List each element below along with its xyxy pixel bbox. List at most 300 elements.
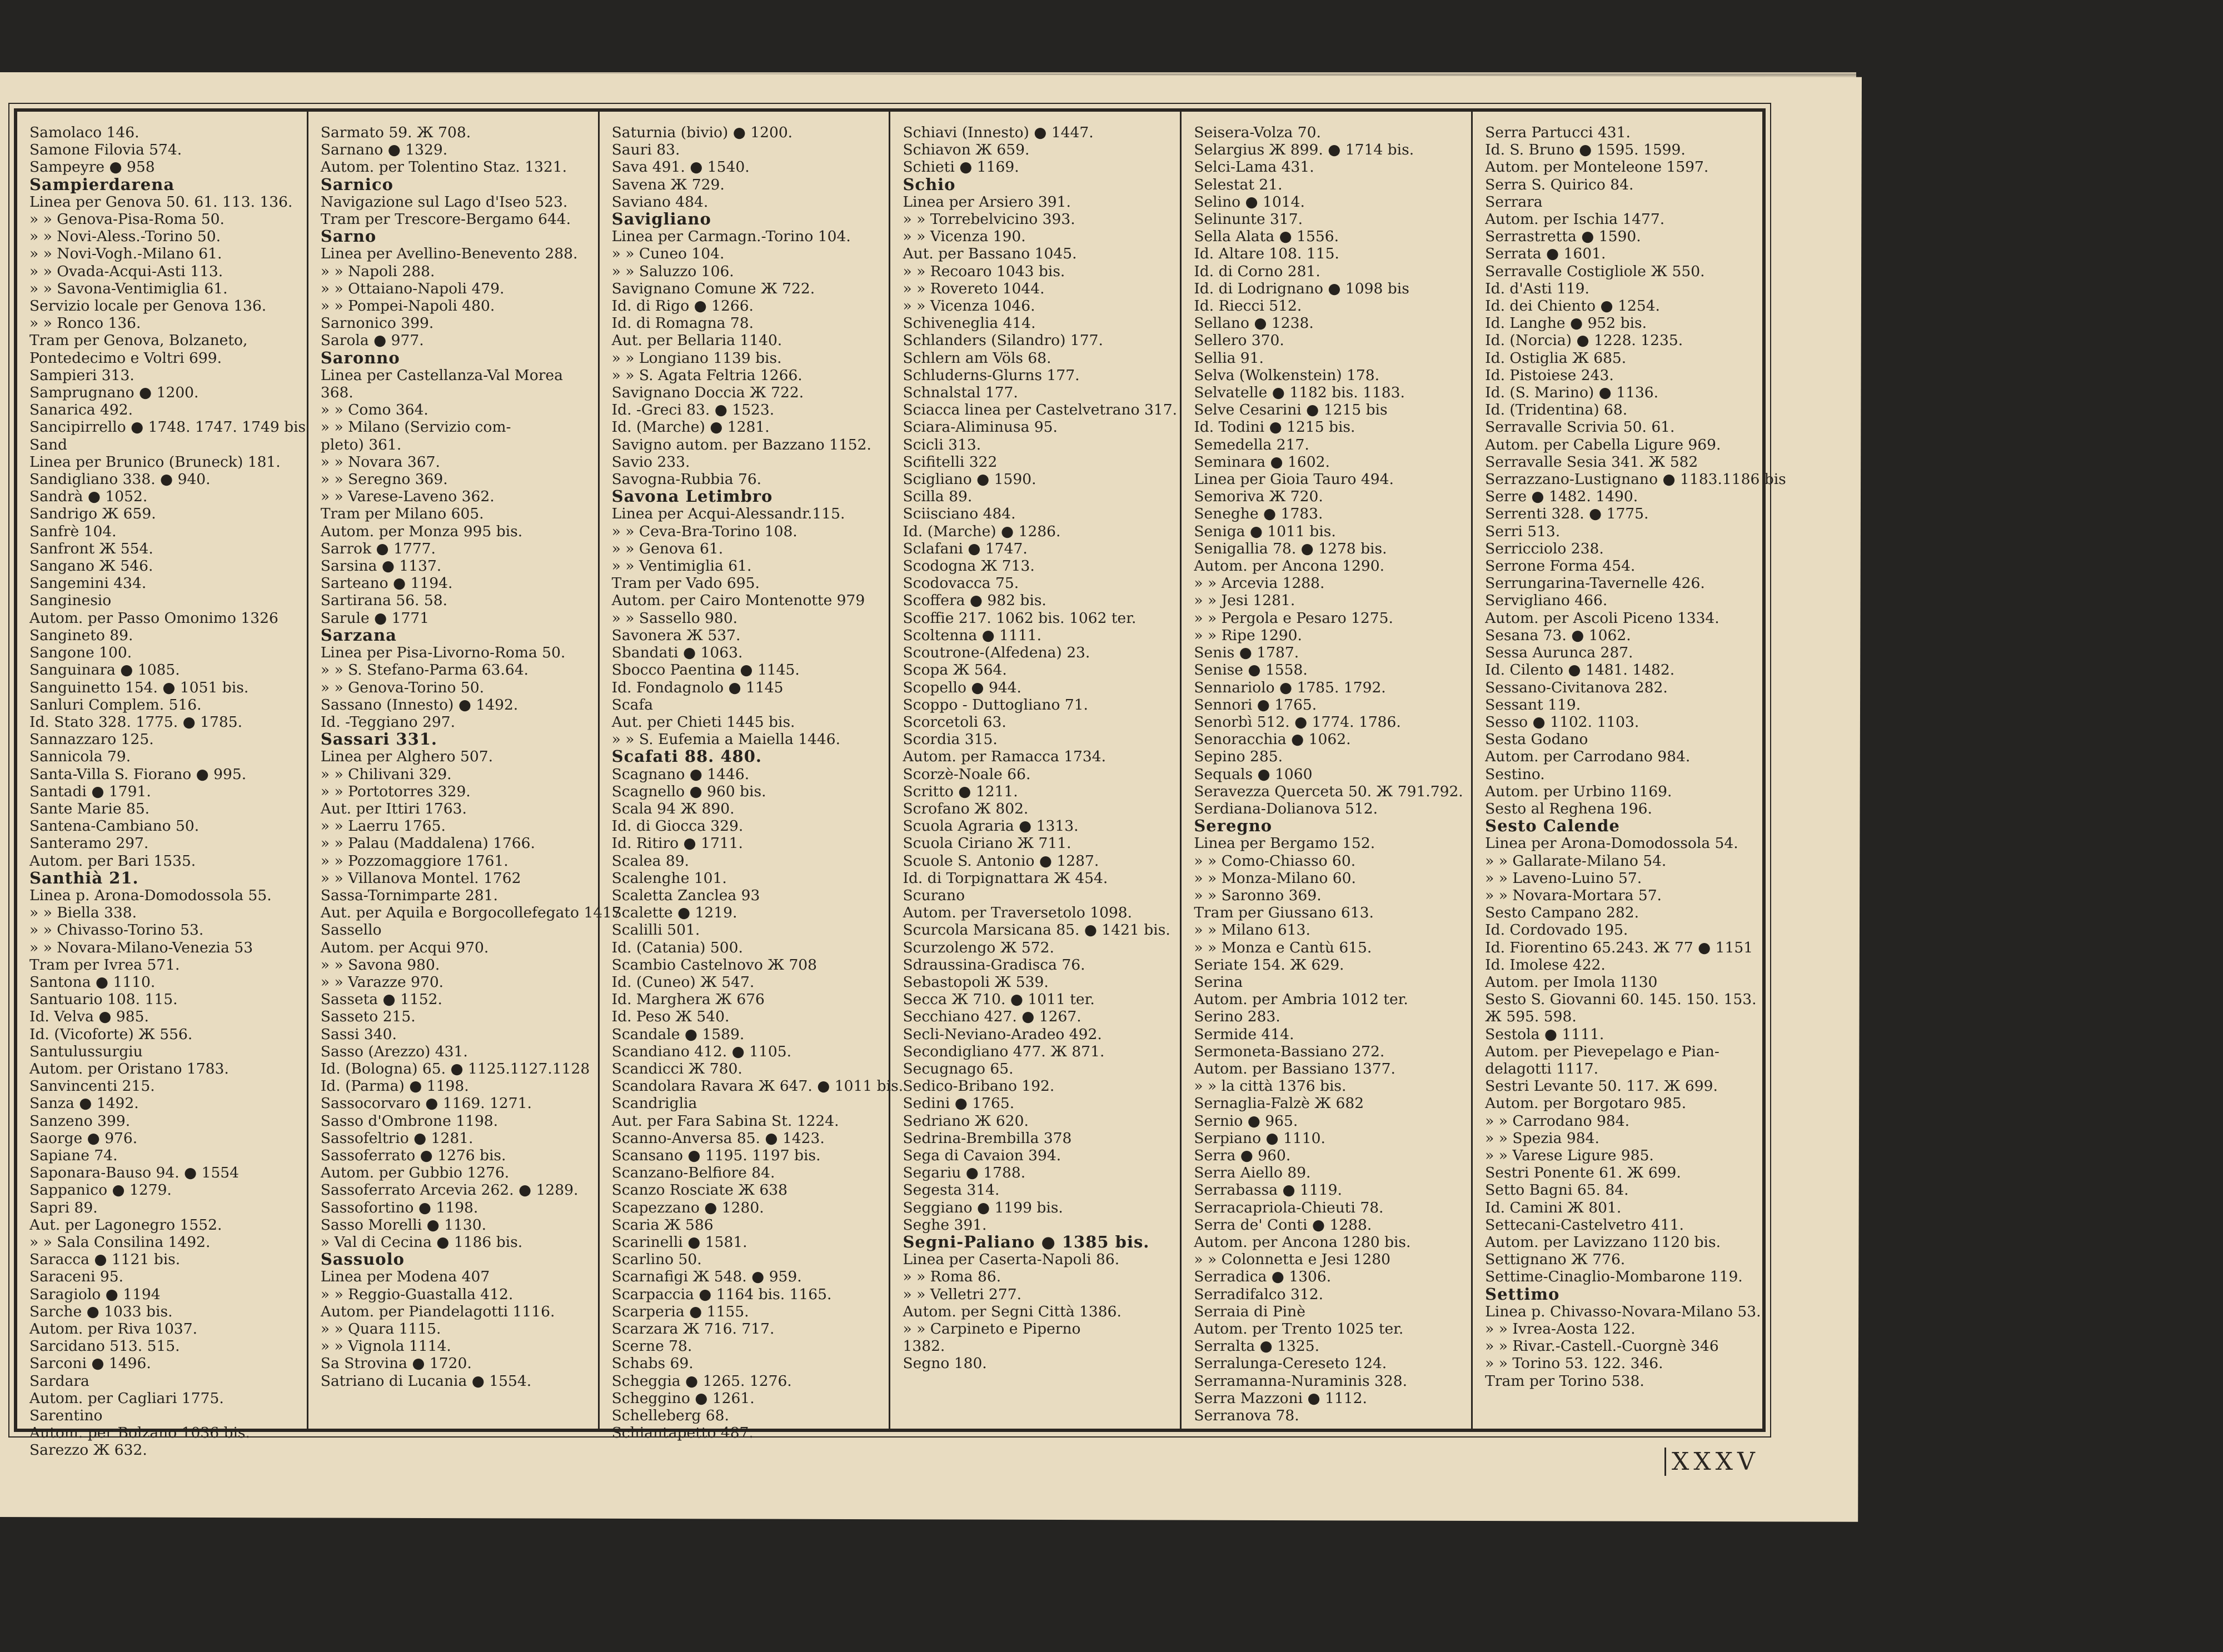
index-entry: 1382. (903, 1337, 945, 1355)
index-entry: Scarnafigi Ж 548. ● 959. (611, 1268, 802, 1286)
index-entry: Selva (Wolkenstein) 178. (1194, 366, 1380, 384)
index-entry: Settime-Cinaglio-Mombarone 119. (1485, 1268, 1743, 1286)
index-entry: Sanvincenti 215. (29, 1077, 155, 1095)
index-entry: Serricciolo 238. (1485, 540, 1604, 557)
index-entry: Serralta ● 1325. (1194, 1337, 1320, 1355)
index-entry: Id. di Lodrignano ● 1098 bis (1194, 280, 1409, 297)
index-entry: Sand (29, 436, 67, 453)
index-entry: Scrofano Ж 802. (903, 800, 1029, 817)
index-entry: Scicli 313. (903, 436, 981, 453)
index-entry: » » Ottaiano-Napoli 479. (320, 280, 505, 297)
index-entry: Sarola ● 977. (320, 332, 424, 350)
index-entry: » » Chilivani 329. (320, 765, 452, 783)
index-entry: Linea per Pisa-Livorno-Roma 50. (320, 644, 566, 662)
index-entry: Serrara (1485, 193, 1543, 211)
index-entry: Seriate 154. Ж 629. (1194, 956, 1344, 974)
index-heading: Seregno (1194, 816, 1273, 836)
index-entry: Sennariolo ● 1785. 1792. (1194, 678, 1386, 696)
index-entry: Linea per Alghero 507. (320, 748, 493, 766)
index-entry: Serravalle Scrivia 50. 61. (1485, 418, 1675, 436)
index-heading: Savona Letimbro (611, 487, 773, 506)
index-entry: Serravalle Sesia 341. Ж 582 (1485, 453, 1698, 471)
index-entry: Linea per Arsiero 391. (903, 193, 1071, 211)
index-entry: Serra ● 960. (1194, 1146, 1291, 1164)
index-entry: Linea per Gioia Tauro 494. (1194, 471, 1394, 488)
index-entry: Serra Aiello 89. (1194, 1164, 1311, 1182)
index-entry: » » Savona-Ventimiglia 61. (29, 280, 228, 297)
index-entry: Sassofeltrio ● 1281. (320, 1129, 473, 1147)
index-entry: Serdiana-Dolianova 512. (1194, 800, 1378, 817)
index-entry: Aut. per Bellaria 1140. (611, 332, 782, 350)
index-entry: Id. Fiorentino 65.243. Ж 77 ● 1151 (1485, 939, 1753, 956)
index-entry: Selargius Ж 899. ● 1714 bis. (1194, 141, 1414, 159)
index-entry: Autom. per Ascoli Piceno 1334. (1485, 609, 1719, 627)
index-entry: Servizio locale per Genova 136. (29, 297, 267, 315)
index-entry: Linea per Castellanza-Val Morea (320, 366, 563, 384)
index-entry: Autom. per Ancona 1280 bis. (1194, 1234, 1411, 1251)
index-entry: Sbandati ● 1063. (611, 644, 743, 662)
index-entry: Sandigliano 338. ● 940. (29, 471, 211, 488)
index-entry: Id. Ostiglia Ж 685. (1485, 349, 1627, 367)
index-entry: Serra Partucci 431. (1485, 124, 1631, 141)
index-entry: Sepino 285. (1194, 748, 1283, 766)
index-entry: Sciisciano 484. (903, 505, 1016, 523)
index-entry: Id. Marghera Ж 676 (611, 991, 765, 1009)
index-entry: Id. Todini ● 1215 bis. (1194, 418, 1355, 436)
index-entry: Id. (Bologna) 65. ● 1125.1127.1128 (320, 1060, 590, 1077)
index-entry: Scalea 89. (611, 852, 689, 870)
index-entry: » » Arcevia 1288. (1194, 575, 1325, 592)
index-entry: Settecani-Castelvetro 411. (1485, 1216, 1684, 1234)
index-column-1 (17, 112, 308, 1459)
index-entry: » » Sala Consilina 1492. (29, 1234, 211, 1251)
index-entry: Sasso d'Ombrone 1198. (320, 1112, 499, 1130)
index-entry: Sedriano Ж 620. (903, 1112, 1029, 1130)
index-entry: Serrungarina-Tavernelle 426. (1485, 575, 1705, 592)
index-entry: Serradica ● 1306. (1194, 1268, 1332, 1286)
index-entry: Seghe 391. (903, 1216, 987, 1234)
index-entry: Savio 233. (611, 453, 690, 471)
index-entry: » » Spezia 984. (1485, 1129, 1599, 1147)
index-entry: Scoltenna ● 1111. (903, 626, 1042, 644)
index-entry: Scarzara Ж 716. 717. (611, 1320, 775, 1338)
index-entry: Scafa (611, 696, 654, 713)
index-entry: Senorbì 512. ● 1774. 1786. (1194, 713, 1401, 731)
index-entry: Autom. per Pievepelago e Pian- (1485, 1042, 1719, 1060)
index-entry: » » Recoaro 1043 bis. (903, 262, 1065, 280)
index-entry: Sermide 414. (1194, 1025, 1294, 1043)
index-entry: Schnalstal 177. (903, 384, 1018, 402)
index-entry: Sa Strovina ● 1720. (320, 1355, 472, 1372)
index-entry: Sdraussina-Gradisca 76. (903, 956, 1085, 974)
index-entry: Sellano ● 1238. (1194, 315, 1314, 332)
index-entry: Sedrina-Brembilla 378 (903, 1129, 1072, 1147)
index-entry: Id. Velva ● 985. (29, 1008, 149, 1026)
index-entry: Aut. per Bassano 1045. (903, 245, 1077, 263)
index-entry: Id. di Rigo ● 1266. (611, 297, 754, 315)
index-entry: Sbocco Paentina ● 1145. (611, 661, 800, 679)
index-heading: Schio (903, 174, 956, 194)
index-entry: Autom. per Passo Omonimo 1326 (29, 609, 278, 627)
index-entry: Scopello ● 944. (903, 678, 1021, 696)
index-entry: Scilla 89. (903, 488, 973, 506)
index-entry: Sessano-Civitanova 282. (1485, 678, 1668, 696)
index-entry: Id. (Catania) 500. (611, 939, 743, 956)
index-entry: Ж 595. 598. (1485, 1008, 1577, 1026)
index-entry: Senigallia 78. ● 1278 bis. (1194, 540, 1387, 557)
index-heading: Sampierdarena (29, 174, 175, 194)
index-entry: Sarteano ● 1194. (320, 575, 453, 592)
index-entry: Sassofortino ● 1198. (320, 1199, 479, 1216)
index-entry: Id. (Marche) ● 1286. (903, 522, 1061, 540)
index-entry: Scritto ● 1211. (903, 782, 1018, 800)
index-entry: » » Velletri 277. (903, 1285, 1021, 1303)
index-entry: Autom. per Ambria 1012 ter. (1194, 991, 1408, 1009)
index-column-2 (308, 112, 621, 1429)
index-entry: Sapri 89. (29, 1199, 98, 1216)
index-entry: Schieti ● 1169. (903, 158, 1019, 176)
index-entry: Sellero 370. (1194, 332, 1284, 350)
index-entry: Seravezza Querceta 50. Ж 791.792. (1194, 782, 1463, 800)
index-entry: Aut. per Ittiri 1763. (320, 800, 467, 817)
index-entry: Scoffera ● 982 bis. (903, 592, 1046, 610)
index-heading: Santhià 21. (29, 868, 139, 887)
index-entry: Sanluri Complem. 516. (29, 696, 202, 713)
page-number: XXXV (1664, 1448, 1760, 1476)
index-entry: Sarule ● 1771 (320, 609, 430, 627)
index-entry: Satriano di Lucania ● 1554. (320, 1372, 532, 1390)
index-entry: Scanzano-Belfiore 84. (611, 1164, 775, 1182)
index-entry: Secondigliano 477. Ж 871. (903, 1042, 1105, 1060)
index-entry: » » Milano 613. (1194, 921, 1310, 939)
index-entry: Sarmato 59. Ж 708. (320, 124, 471, 141)
index-entry: Sangemini 434. (29, 575, 147, 592)
index-entry: Selestat 21. (1194, 176, 1283, 193)
index-entry: Autom. per Borgotaro 985. (1485, 1095, 1687, 1112)
index-entry: Scala 94 Ж 890. (611, 800, 735, 817)
index-entry: Selve Cesarini ● 1215 bis (1194, 401, 1388, 419)
index-heading: Sesto Calende (1485, 816, 1620, 836)
index-entry: Serino 283. (1194, 1008, 1280, 1026)
index-entry: Autom. per Monteleone 1597. (1485, 158, 1709, 176)
index-entry: » » Torrebelvicino 393. (903, 211, 1075, 228)
index-entry: Sermoneta-Bassiano 272. (1194, 1042, 1385, 1060)
index-entry: » » Varazze 970. (320, 973, 444, 991)
index-entry: Tram per Trescore-Bergamo 644. (320, 211, 571, 228)
index-entry: Autom. per Ischia 1477. (1485, 211, 1665, 228)
index-entry: Senise ● 1558. (1194, 661, 1308, 679)
index-entry: » » S. Stefano-Parma 63.64. (320, 661, 529, 679)
index-entry: Id. S. Bruno ● 1595. 1599. (1485, 141, 1686, 159)
index-entry: Sarnonico 399. (320, 315, 434, 332)
index-entry: Sessant 119. (1485, 696, 1581, 713)
index-entry: » » Saronno 369. (1194, 886, 1322, 904)
index-entry: Id. (Norcia) ● 1228. 1235. (1485, 332, 1683, 350)
index-entry: Seneghe ● 1783. (1194, 505, 1323, 523)
index-entry: Schiantapetto 487. (611, 1424, 754, 1442)
index-entry: Autom. per Oristano 1783. (29, 1060, 229, 1077)
index-entry: Scanzo Rosciate Ж 638 (611, 1181, 788, 1199)
index-entry: Samone Filovia 574. (29, 141, 182, 159)
index-entry: » » Ripe 1290. (1194, 626, 1302, 644)
index-entry: Id. di Giocca 329. (611, 817, 744, 835)
index-entry: Scheggino ● 1261. (611, 1389, 755, 1407)
index-entry: Serrata ● 1601. (1485, 245, 1606, 263)
index-entry: Scuole S. Antonio ● 1287. (903, 852, 1099, 870)
index-entry: Id. Peso Ж 540. (611, 1008, 730, 1026)
index-entry: Savonera Ж 537. (611, 626, 741, 644)
index-entry: » » Monza e Cantù 615. (1194, 939, 1372, 956)
index-entry: » » Vignola 1114. (320, 1337, 451, 1355)
index-entry: Sequals ● 1060 (1194, 765, 1313, 783)
index-entry: Scagnano ● 1446. (611, 765, 750, 783)
index-entry: Serrabassa ● 1119. (1194, 1181, 1342, 1199)
index-entry: Schiavon Ж 659. (903, 141, 1030, 159)
index-entry: pleto) 361. (320, 436, 402, 453)
index-entry: Scandiano 412. ● 1105. (611, 1042, 792, 1060)
index-entry: » » S. Agata Feltria 1266. (611, 366, 803, 384)
index-entry: Savignano Doccia Ж 722. (611, 384, 804, 402)
index-entry: Sanfrè 104. (29, 522, 117, 540)
index-entry: » » Jesi 1281. (1194, 592, 1295, 610)
index-heading: Sassari 331. (320, 730, 438, 749)
index-entry: 368. (320, 384, 353, 402)
index-entry: Scoutrone-(Alfedena) 23. (903, 644, 1090, 662)
index-entry: » » Ivrea-Aosta 122. (1485, 1320, 1636, 1338)
index-entry: Serrone Forma 454. (1485, 557, 1636, 575)
index-entry: Sampieri 313. (29, 366, 134, 384)
index-entry: Aut. per Fara Sabina St. 1224. (611, 1112, 839, 1130)
index-entry: » » Biella 338. (29, 904, 137, 922)
index-entry: Scurano (903, 886, 965, 904)
index-entry: » » Genova 61. (611, 540, 724, 557)
index-entry: Autom. per Tolentino Staz. 1321. (320, 158, 567, 176)
index-entry: Schiveneglia 414. (903, 315, 1036, 332)
index-entry: Sesana 73. ● 1062. (1485, 626, 1631, 644)
index-entry: Scalenghe 101. (611, 869, 727, 887)
index-entry: Id. (Vicoforte) Ж 556. (29, 1025, 193, 1043)
index-entry: » » Ceva-Bra-Torino 108. (611, 522, 798, 540)
index-entry: » » Villanova Montel. 1762 (320, 869, 521, 887)
index-entry: Sasseta ● 1152. (320, 991, 442, 1009)
index-heading: Sarzana (320, 625, 397, 645)
index-entry: » » Como-Chiasso 60. (1194, 852, 1356, 870)
index-entry: » » Palau (Maddalena) 1766. (320, 835, 535, 852)
index-entry: Sassa-Tornimparte 281. (320, 886, 498, 904)
index-entry: Linea p. Chivasso-Novara-Milano 53. (1485, 1302, 1761, 1320)
index-entry: Autom. per Ancona 1290. (1194, 557, 1384, 575)
index-entry: » » Saluzzo 106. (611, 262, 734, 280)
index-entry: Seggiano ● 1199 bis. (903, 1199, 1063, 1216)
index-entry: Tram per Milano 605. (320, 505, 484, 523)
index-entry: Sclafani ● 1747. (903, 540, 1028, 557)
index-entry: Serra Mazzoni ● 1112. (1194, 1389, 1367, 1407)
index-entry: Autom. per Bari 1535. (29, 852, 196, 870)
index-entry: Sasso Morelli ● 1130. (320, 1216, 487, 1234)
index-entry: Id. (Tridentina) 68. (1485, 401, 1628, 419)
index-entry: Sebastopoli Ж 539. (903, 973, 1049, 991)
index-entry: Id. Riecci 512. (1194, 297, 1302, 315)
index-entry: Selci-Lama 431. (1194, 158, 1314, 176)
index-entry: Savena Ж 729. (611, 176, 725, 193)
index-entry: Sangone 100. (29, 644, 132, 662)
index-entry: Scoppo - Duttogliano 71. (903, 696, 1088, 713)
index-entry: Aut. per Aquila e Borgocollefegato 1417 (320, 904, 621, 922)
index-entry: Sennori ● 1765. (1194, 696, 1317, 713)
index-entry: » » Ovada-Acqui-Asti 113. (29, 262, 223, 280)
index-entry: Sassi 340. (320, 1025, 397, 1043)
index-entry: Sassano (Innesto) ● 1492. (320, 696, 519, 713)
index-entry: Samprugnano ● 1200. (29, 384, 199, 402)
index-heading: Sassuolo (320, 1250, 405, 1269)
index-entry: Id. -Teggiano 297. (320, 713, 456, 731)
index-entry: Id. dei Chiento ● 1254. (1485, 297, 1660, 315)
index-entry: Autom. per Gubbio 1276. (320, 1164, 510, 1182)
index-entry: » » la città 1376 bis. (1194, 1077, 1347, 1095)
index-heading: Settimo (1485, 1284, 1560, 1304)
index-entry: Sernio ● 965. (1194, 1112, 1298, 1130)
index-entry: Scarperia ● 1155. (611, 1302, 749, 1320)
index-entry: Selvatelle ● 1182 bis. 1183. (1194, 384, 1405, 402)
index-entry: Autom. per Acqui 970. (320, 939, 489, 956)
index-entry: Id. di Corno 281. (1194, 262, 1320, 280)
index-entry: Sandrà ● 1052. (29, 488, 148, 506)
index-entry: Aut. per Chieti 1445 bis. (611, 713, 795, 731)
index-entry: Sapiane 74. (29, 1146, 118, 1164)
index-entry: Sega di Cavaion 394. (903, 1146, 1061, 1164)
index-entry: Sedini ● 1765. (903, 1095, 1015, 1112)
index-entry: Seminara ● 1602. (1194, 453, 1330, 471)
index-entry: Sarentino (29, 1407, 103, 1425)
index-entry: Id. Fondagnolo ● 1145 (611, 678, 784, 696)
index-entry: Santa-Villa S. Fiorano ● 995. (29, 765, 247, 783)
index-entry: Id. Altare 108. 115. (1194, 245, 1339, 263)
index-entry: » » Genova-Torino 50. (320, 678, 485, 696)
index-entry: Autom. per Cabella Ligure 969. (1485, 436, 1721, 453)
index-entry: » » Pompei-Napoli 480. (320, 297, 495, 315)
index-entry: Segariu ● 1788. (903, 1164, 1026, 1182)
index-entry: Id. (Parma) ● 1198. (320, 1077, 469, 1095)
index-entry: Id. Cilento ● 1481. 1482. (1485, 661, 1675, 679)
index-entry: » » Vicenza 190. (903, 228, 1026, 246)
index-entry: » » Laerru 1765. (320, 817, 446, 835)
index-entry: Linea per Genova 50. 61. 113. 136. (29, 193, 293, 211)
index-entry: Id. di Romagna 78. (611, 315, 754, 332)
index-entry: Serradifalco 312. (1194, 1285, 1324, 1303)
index-entry: Sante Marie 85. (29, 800, 150, 817)
index-entry: Serravalle Costigliole Ж 550. (1485, 262, 1705, 280)
index-entry: Scanno-Anversa 85. ● 1423. (611, 1129, 825, 1147)
index-entry: Id. Ritiro ● 1711. (611, 835, 743, 852)
index-entry: Scaletta Zanclea 93 (611, 886, 760, 904)
index-entry: Sanginesio (29, 592, 112, 610)
index-entry: Autom. per Trento 1025 ter. (1194, 1320, 1404, 1338)
index-entry: » » Seregno 369. (320, 471, 448, 488)
index-entry: Sartirana 56. 58. (320, 592, 448, 610)
index-entry: » » Cuneo 104. (611, 245, 725, 263)
index-heading: Savigliano (611, 209, 711, 229)
index-entry: Navigazione sul Lago d'Iseo 523. (320, 193, 568, 211)
index-entry: » » Roma 86. (903, 1268, 1001, 1286)
index-entry: Serpiano ● 1110. (1194, 1129, 1325, 1147)
index-entry: Scarinelli ● 1581. (611, 1234, 747, 1251)
index-entry: Autom. per Urbino 1169. (1485, 782, 1672, 800)
index-entry: Selinunte 317. (1194, 211, 1303, 228)
index-entry: Sancipirrello ● 1748. 1747. 1749 bis (29, 418, 306, 436)
index-entry: » » Gallarate-Milano 54. (1485, 852, 1667, 870)
index-entry: Santuario 108. 115. (29, 991, 178, 1009)
index-entry: Scuola Ciriano Ж 711. (903, 835, 1071, 852)
index-entry: Autom. per Traversetolo 1098. (903, 904, 1133, 922)
index-entry: Serre ● 1482. 1490. (1485, 488, 1638, 506)
index-entry: Linea per Modena 407 (320, 1268, 490, 1286)
index-heading: Scafati 88. 480. (611, 747, 762, 766)
index-entry: Sesta Godano (1485, 731, 1588, 748)
index-entry: Pontedecimo e Voltri 699. (29, 349, 222, 367)
index-entry: Serramanna-Nuraminis 328. (1194, 1372, 1407, 1390)
index-entry: Sampeyre ● 958 (29, 158, 155, 176)
index-entry: Scodovacca 75. (903, 575, 1019, 592)
index-table (14, 108, 1786, 1459)
index-entry: Sessa Aurunca 287. (1485, 644, 1633, 662)
index-heading: Sarno (320, 227, 377, 246)
index-entry: Scigliano ● 1590. (903, 471, 1036, 488)
index-entry: Sestola ● 1111. (1485, 1025, 1604, 1043)
index-entry: Sannicola 79. (29, 748, 131, 766)
index-entry: Id. d'Asti 119. (1485, 280, 1589, 297)
index-entry: Autom. per Bolzano 1036 bis. (29, 1424, 250, 1442)
index-entry: » » Pergola e Pesaro 1275. (1194, 609, 1393, 627)
index-entry: Linea per Arona-Domodossola 54. (1485, 835, 1738, 852)
index-entry: Sella Alata ● 1556. (1194, 228, 1339, 246)
index-entry: Serri 513. (1485, 522, 1561, 540)
index-entry: Sesto al Reghena 196. (1485, 800, 1652, 817)
index-entry: » » Monza-Milano 60. (1194, 869, 1356, 887)
index-entry: Sandrigo Ж 659. (29, 505, 156, 523)
index-entry: » » Pozzomaggiore 1761. (320, 852, 509, 870)
index-entry: Id. Pistoiese 243. (1485, 366, 1614, 384)
index-entry: Aut. per Lagonegro 1552. (29, 1216, 222, 1234)
index-entry: Autom. per Monza 995 bis. (320, 522, 523, 540)
index-entry: Scifitelli 322 (903, 453, 998, 471)
index-entry: » » Vicenza 1046. (903, 297, 1035, 315)
index-entry: Id. Cordovado 195. (1485, 921, 1628, 939)
index-entry: Saraceni 95. (29, 1268, 124, 1286)
index-entry: Sestri Levante 50. 117. Ж 699. (1485, 1077, 1718, 1095)
index-entry: Autom. per Bassiano 1377. (1194, 1060, 1395, 1077)
index-entry: Serrastretta ● 1590. (1485, 228, 1641, 246)
index-entry: » » Laveno-Luino 57. (1485, 869, 1642, 887)
index-entry: Sappanico ● 1279. (29, 1181, 172, 1199)
index-entry: Scagnello ● 960 bis. (611, 782, 766, 800)
index-entry: Id. Stato 328. 1775. ● 1785. (29, 713, 243, 731)
index-entry: Sassocorvaro ● 1169. 1271. (320, 1095, 532, 1112)
index-entry: Scandolara Ravara Ж 647. ● 1011 bis. (611, 1077, 904, 1095)
index-entry: Sesso ● 1102. 1103. (1485, 713, 1639, 731)
index-entry: Id. (Cuneo) Ж 547. (611, 973, 755, 991)
index-entry: Setto Bagni 65. 84. (1485, 1181, 1629, 1199)
index-entry: Schlern am Völs 68. (903, 349, 1051, 367)
index-entry: Sarche ● 1033 bis. (29, 1302, 173, 1320)
index-entry: Schelleberg 68. (611, 1407, 729, 1425)
index-entry: Sauri 83. (611, 141, 680, 159)
index-entry: Sestri Ponente 61. Ж 699. (1485, 1164, 1681, 1182)
index-entry: Schlanders (Silandro) 177. (903, 332, 1103, 350)
index-entry: » » Rovereto 1044. (903, 280, 1045, 297)
index-entry: Autom. per Cagliari 1775. (29, 1389, 224, 1407)
index-entry: Autom. per Segni Città 1386. (903, 1302, 1122, 1320)
index-entry: » » Novara-Milano-Venezia 53 (29, 939, 253, 956)
